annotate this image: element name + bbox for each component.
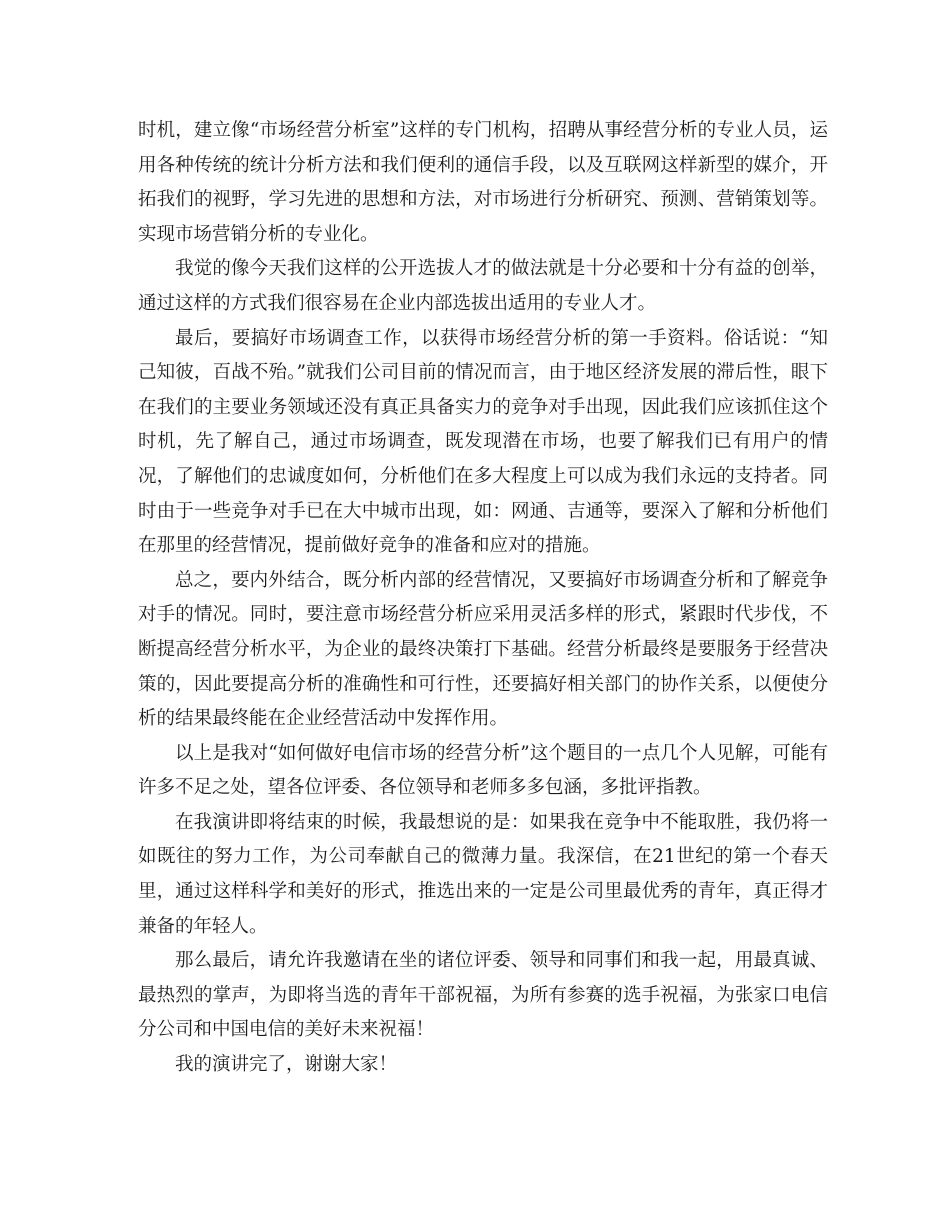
paragraph-1: 时机，建立像“市场经营分析室”这样的专门机构，招聘从事经营分析的专业人员，运用各种传统的统计分析方法和我们便利的通信手段，以及互联网这样新型的媒介，开拓我们的视野，学习先进的思想和方法，对市场进行分析研究、预测、营销策划等。实现市场营销分析的专业化。 [138, 120, 828, 245]
paragraph-8: 我的演讲完了，谢谢大家！ [175, 1054, 398, 1076]
paragraph-2: 我觉的像今天我们这样的公开选拔人才的做法就是十分必要和十分有益的创举，通过这样的方式我们很容易在企业内部选拔出适用的专业人才。 [138, 258, 828, 314]
paragraph-7: 那么最后，请允许我邀请在坐的诸位评委、领导和同事们和我一起，用最真诚、最热烈的掌声，为即将当选的青年干部祝福，为所有参赛的选手祝福，为张家口电信分公司和中国电信的美好未来祝福！ [138, 950, 828, 1041]
paragraph-4: 总之，要内外结合，既分析内部的经营情况，又要搞好市场调查分析和了解竞争对手的情况。同时，要注意市场经营分析应采用灵活多样的形式，紧跟时代步伐，不断提高经营分析水平，为企业的最终决策打下基础。经营分析最终是要服务于经营决策的，因此要提高分析的准确性和可行性，还要搞好相关部门的协作关系，以便使分析的结果最终能在企业经营活动中发挥作用。 [138, 569, 828, 730]
paragraph-3: 最后，要搞好市场调查工作，以获得市场经营分析的第一手资料。俗话说：“知己知彼，百战不殆。”就我们公司目前的情况而言，由于地区经济发展的滞后性，眼下在我们的主要业务领域还没有真正具备实力的竞争对手出现，因此我们应该抓住这个时机，先了解自己，通过市场调查，既发现潜在市场，也要了解我们已有用户的情况，了解他们的忠诚度如何，分析他们在多大程度上可以成为我们永远的支持者。同时由于一些竞争对手已在大中城市出现，如：网通、吉通等，要深入了解和分析他们在那里的经营情况，提前做好竞争的准备和应对的措施。 [138, 327, 828, 557]
paragraph-5: 以上是我对“如何做好电信市场的经营分析”这个题目的一点几个人见解，可能有许多不足之处，望各位评委、各位领导和老师多多包涵，多批评指教。 [138, 742, 828, 799]
paragraph-6: 在我演讲即将结束的时候，我最想说的是：如果我在竞争中不能取胜，我仍将一如既往的努力工作，为公司奉献自己的微薄力量。我深信，在21世纪的第一个春天里，通过这样科学和美好的形式，推选出来的一定是公司里最优秀的青年，真正得才兼备的年轻人。 [138, 811, 828, 937]
document-body [138, 114, 828, 1083]
